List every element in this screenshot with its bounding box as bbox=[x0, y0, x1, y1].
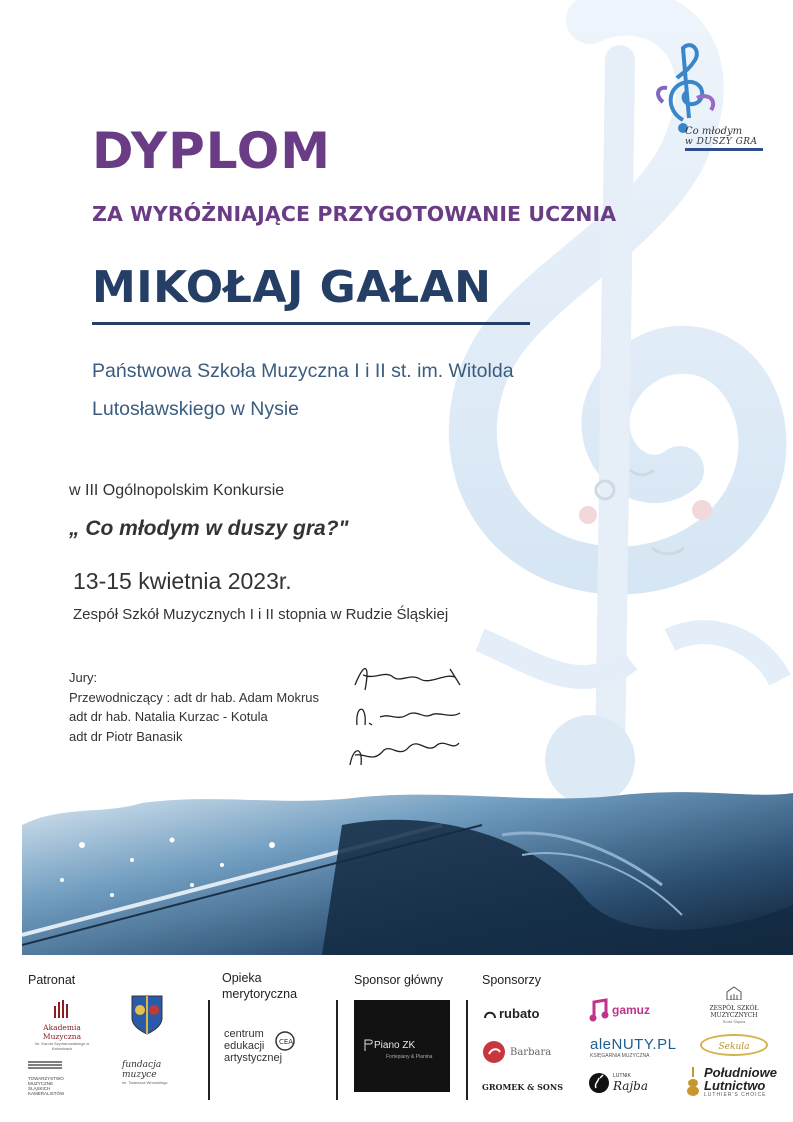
patronat-heading: Patronat bbox=[28, 973, 76, 987]
logo-line-2: w DUSZY GRA bbox=[685, 137, 763, 151]
cea-circle-icon bbox=[274, 1030, 296, 1052]
competition-date: 13-15 kwietnia 2023r. bbox=[73, 568, 292, 594]
competition-venue: Zespół Szkół Muzycznych I i II stopnia w Rudzie Śląskiej bbox=[73, 606, 449, 623]
coat-of-arms-icon bbox=[130, 994, 164, 1036]
logo-line-1: Co młodym bbox=[685, 126, 743, 137]
gamuz-logo bbox=[588, 998, 650, 1022]
opieka-line-2: merytoryczna bbox=[222, 987, 298, 1001]
sponsorzy-heading: Sponsorzy bbox=[482, 973, 542, 987]
poludniowe-sub: LUTHIER'S CHOICE bbox=[704, 1092, 767, 1098]
akademia-bars-icon bbox=[52, 1000, 72, 1018]
rajba-top: LUTNIK bbox=[613, 1073, 631, 1079]
zsm-ruda-logo bbox=[704, 986, 764, 1024]
tmsk-name: TOWARZYSTWO MUZYCZNE ŚLĄSKICH KAMERALISTÓW bbox=[28, 1076, 65, 1096]
competition-intro: w III Ogólnopolskim Konkursie bbox=[69, 482, 285, 499]
gamuz-name: gamuz bbox=[612, 1003, 651, 1017]
piano-zk-sub: Fortepiany & Pianina bbox=[386, 1054, 433, 1060]
jury-signatures bbox=[335, 655, 475, 775]
akademia-name: Akademia Muzyczna bbox=[42, 1023, 82, 1041]
footer-divider-2 bbox=[336, 1000, 338, 1100]
jury-label: Jury: bbox=[69, 670, 98, 685]
diploma-title: DYPLOM bbox=[92, 122, 332, 180]
piano-zk-name: Piano ZK bbox=[374, 1040, 416, 1051]
rubato-logo bbox=[484, 1006, 539, 1021]
sekula-logo bbox=[700, 1034, 768, 1056]
sekula-name: Sekula bbox=[718, 1042, 750, 1052]
competition-logo bbox=[655, 40, 765, 160]
centrum-edukacji-logo bbox=[224, 1028, 324, 1064]
school-name bbox=[92, 352, 692, 428]
poludniowe-line-2: Lutnictwo bbox=[704, 1078, 766, 1093]
piano-icon bbox=[364, 1038, 374, 1052]
sponsors-footer bbox=[0, 960, 793, 1120]
school-line-2: Lutosławskiego w Nysie bbox=[92, 398, 300, 420]
footer-divider-1 bbox=[208, 1000, 210, 1100]
school-line-1: Państwowa Szkoła Muzyczna I i II st. im. Witolda bbox=[92, 360, 514, 382]
opieka-heading bbox=[222, 970, 297, 1002]
violin-icon bbox=[686, 1067, 700, 1097]
tmsk-logo bbox=[28, 1058, 88, 1096]
violin-banner-image bbox=[22, 785, 793, 955]
fundacja-name: fundacja muzyce bbox=[122, 1060, 162, 1080]
opieka-line-1: Opieka bbox=[222, 971, 262, 985]
jury-member-2: adt dr hab. Natalia Kurzac - Kotula bbox=[69, 709, 268, 724]
diploma-subtitle: ZA WYRÓŻNIAJĄCE PRZYGOTOWANIE UCZNIA bbox=[92, 202, 617, 226]
centrum-line-2: edukacji bbox=[224, 1040, 265, 1052]
rubato-arc-icon bbox=[484, 1009, 496, 1019]
jury-block bbox=[69, 668, 319, 746]
poludniowe-lutnictwo-logo bbox=[686, 1066, 777, 1098]
rubato-name: rubato bbox=[499, 1006, 540, 1021]
gamuz-note-icon bbox=[588, 998, 610, 1022]
jury-member-3: adt dr Piotr Banasik bbox=[69, 728, 183, 744]
poludniowe-line-1: Południowe bbox=[704, 1065, 777, 1080]
piano-zk-logo bbox=[354, 1000, 450, 1092]
akademia-sub: im. Karola Szymanowskiego w Katowicach bbox=[34, 1041, 90, 1051]
centrum-line-3: artystycznej bbox=[224, 1052, 283, 1064]
rajba-logo bbox=[588, 1072, 648, 1094]
barbara-logo bbox=[482, 1040, 551, 1064]
name-underline bbox=[92, 322, 530, 325]
rajba-name: Rajba bbox=[613, 1079, 649, 1093]
barbara-circle-icon bbox=[482, 1040, 506, 1064]
svg-text:CEA: CEA bbox=[279, 1038, 294, 1046]
fundacja-sub: im. Tadeusza Wronskiego bbox=[122, 1080, 168, 1085]
sponsor-glowny-heading: Sponsor główny bbox=[354, 973, 443, 987]
akademia-muzyczna-logo bbox=[26, 1000, 98, 1051]
footer-divider-3 bbox=[466, 1000, 468, 1100]
alenuty-sub: KSIĘGARNIA MUZYCZNA bbox=[590, 1053, 650, 1059]
rajba-violin-icon bbox=[588, 1072, 610, 1094]
fundacja-logo bbox=[122, 1060, 192, 1085]
coat-of-arms-logo bbox=[130, 994, 164, 1041]
gromek-logo: GROMEK & SONS bbox=[482, 1082, 563, 1092]
barbara-name: Barbara bbox=[510, 1046, 552, 1058]
alenuty-name: aleNUTY.PL bbox=[590, 1036, 677, 1053]
clef-logo-icon bbox=[655, 40, 725, 135]
centrum-line-1: centrum bbox=[224, 1028, 264, 1040]
jury-member-1: Przewodniczący : adt dr hab. Adam Mokrus bbox=[69, 689, 320, 705]
competition-name: „ Co młodym w duszy gra?" bbox=[69, 517, 349, 540]
zsm-sub: Ruda Śląska bbox=[722, 1019, 746, 1024]
student-name: MIKOŁAJ GAŁAN bbox=[92, 262, 492, 313]
tmsk-waves-icon bbox=[28, 1059, 62, 1071]
zsm-name: ZESPÓŁ SZKÓŁ MUZYCZNYCH bbox=[709, 1005, 759, 1019]
alenuty-logo bbox=[590, 1036, 676, 1059]
zsm-building-icon bbox=[725, 986, 743, 1000]
